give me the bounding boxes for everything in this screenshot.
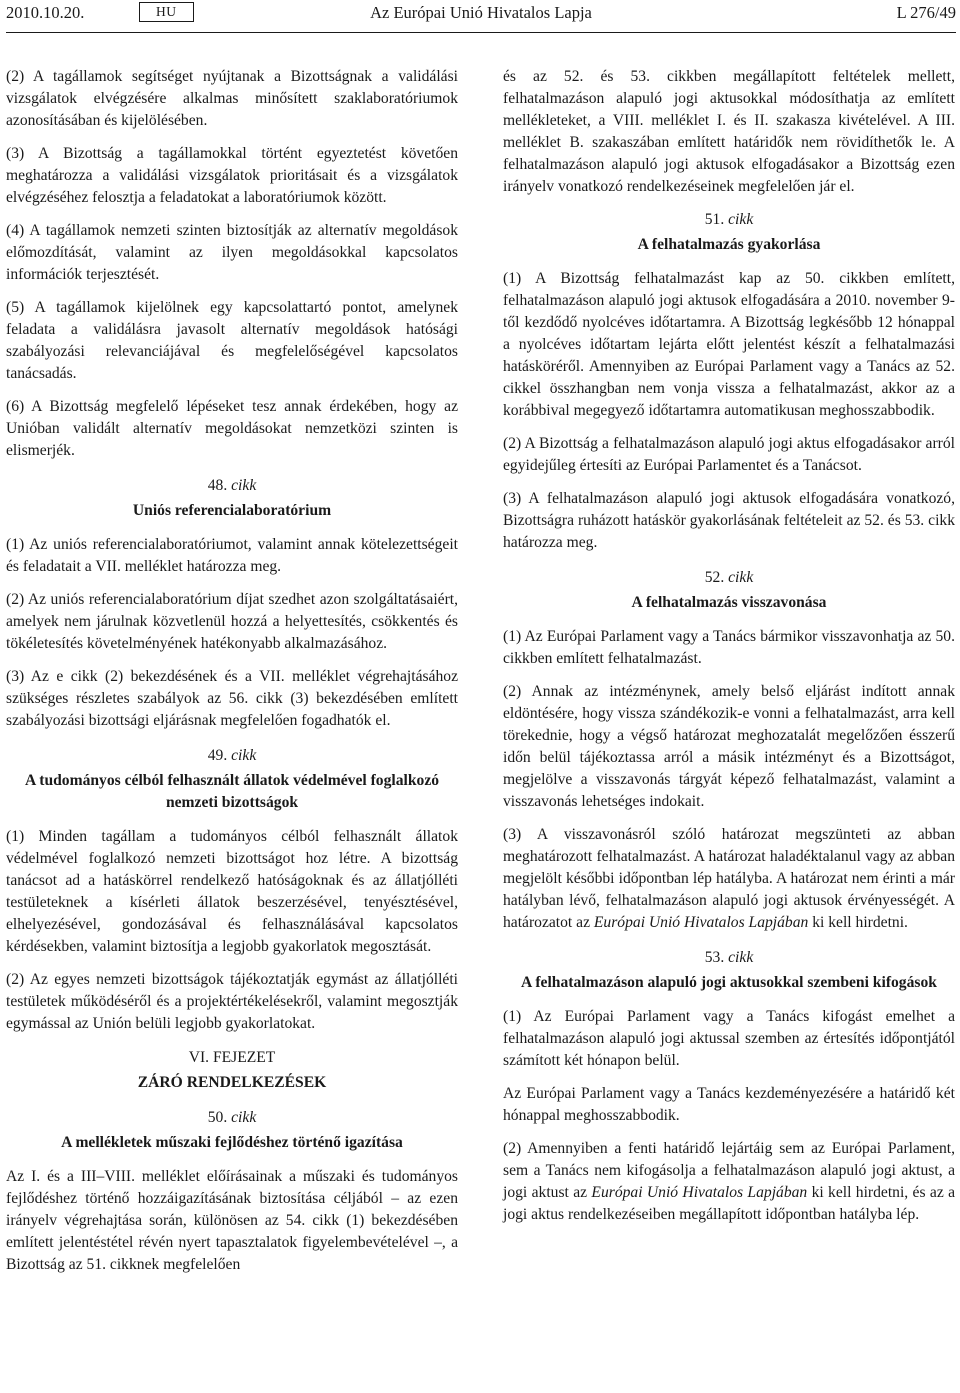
article-title: A mellékletek műszaki fejlődéshez történő igazítása [61,1134,403,1151]
chapter-title: ZÁRÓ RENDELKEZÉSEK [137,1074,327,1091]
paragraph: (1) A Bizottság felhatalmazást kap az 50. cikkben említett, felhatalmazáson alapuló jogi aktusok elfogadására a 2010. november 9-től kezdődő nyolcéves időtartamra. A Bizottság legkésőbb 12 hónappal a nyolcéves időtartam lejárta előtt jelentést készít a felhatalmazási hatásköréről. Amennyiben az Európai Parlament vagy a Tanács az 52. cikkel összhangban nem vonja vissza a felhatalmazást, akkor az a korábbival megegyező időtartamra automatikusan meghosszabbodik. [503,270,955,419]
paragraph: (1) Minden tagállam a tudományos célból felhasznált állatok védelmével foglalkozó nemzeti bizottságot hoz létre. A bizottság tanácsot ad a hatáskörrel rendelkező hatóságoknak és az állatjólléti testületeknek a kísérleti állatok beszerzésével, tenyésztésével, elhelyezésével, gondozásával és felhasználásával kapcsolatos kérdésekben, valamint biztosítja a legjobb gyakorlatok megosztását. [6,828,458,955]
paragraph: és az 52. és 53. cikkben megállapított feltételek mellett, felhatalmazáson alapuló jogi aktusokkal módosíthatja az említett mellékleteket, a VIII. melléklet I. és II. szakasza kivételével. A III. melléklet B. szakaszában említett határidők nem rövidíthetők le. A felhatalmazáson alapuló jogi aktusok elfogadásakor a Bizottság ezen irányelv vonatkozó rendelkezéseinek megfelelően jár el. [503,68,955,195]
paragraph: (2) Az egyes nemzeti bizottságok tájékoztatják egymást az állatjólléti testületek működéséről és a projektértékelésekről, valamint megosztják egymással az Unión belüli legjobb gyakorlatokat. [6,971,458,1032]
right-column [503,66,955,1237]
paragraph: (3) A visszavonásról szóló határozat megszünteti az abban meghatározott felhatalmazást. A határozat haladéktalanul vagy az abban megjelölt későbbi időpontban lép hatályba. A határozat nem érinti a már hatályban lévő, felhatalmazáson alapuló jogi aktusok érvényességét. A határozatot az Európai Unió Hivatalos Lapjában ki kell hirdetni. [503,826,955,931]
paragraph: (1) Az Európai Parlament vagy a Tanács kifogást emelhet a felhatalmazáson alapuló jogi aktussal szemben az értesítés időpontjától számított két hónapon belül. [503,1008,955,1069]
paragraph: (4) A tagállamok nemzeti szinten biztosítják az alternatív megoldások előmozdítását, valamint az ilyen megoldásokkal kapcsolatos információk terjesztését. [6,222,458,283]
left-column [6,66,458,1287]
paragraph: (2) Annak az intézménynek, amely belső eljárást indított annak eldöntésére, hogy vissza szándékozik-e vonni a felhatalmazást, arra kell törekednie, hogy a végső határozat meghozatalát megelőzően ésszerű időn belül tájékoztassa arról a másik intézményt és a Bizottságot, megjelölve a visszavonás tárgyát képező felhatalmazást, valamint a visszavonás lehetséges indokait. [503,683,955,810]
article-number: 49. cikk [207,747,257,764]
journal-reference: Európai Unió Hivatalos Lapjában [593,914,809,931]
paragraph: (1) Az Európai Parlament vagy a Tanács bármikor visszavonhatja az 50. cikkben említett felhatalmazást. [503,628,955,667]
paragraph: Az I. és a III–VIII. melléklet előírásainak a műszaki és tudományos fejlődéshez történő hozzáigazításának biztosítása céljából – az ezen irányelv végrehajtása során, különösen az 54. cikk (1) bekezdésében említett jelentéstétel révén nyert tapasztalatok figyelembevételével –, a Bizottság az 51. cikknek megfelelően [6,1168,458,1273]
paragraph: (3) A Bizottság a tagállamokkal történt egyeztetést követően meghatározza a validálási vizsgálatok prioritásait és a vizsgálatok elvégzéséhez felosztja a feladatokat a laboratóriumok között. [6,145,458,206]
paragraph: (2) Amennyiben a fenti határidő lejártáig sem az Európai Parlament, sem a Tanács nem kifogásolja a felhatalmazáson alapuló jogi aktust, a jogi aktust az Európai Unió Hivatalos Lapjában ki kell hirdetni, és az a jogi aktus rendelkezéseiben megállapított időpontban hatályba lép. [503,1140,956,1223]
article-title: A felhatalmazás gyakorlása [637,236,821,253]
journal-title: Az Európai Unió Hivatalos Lapja [370,3,592,22]
paragraph: (3) Az e cikk (2) bekezdésének és a VII. melléklet végrehajtásához szükséges részletes szabályok az 56. cikk (3) bekezdésében említett szabályozási bizottsági eljárásnak megfelelően fogadhatók el. [6,668,458,729]
article-number: 52. cikk [704,569,754,586]
paragraph: (1) Az uniós referencialaboratóriumot, valamint annak kötelezettségeit és feladatait a VII. melléklet határozza meg. [6,536,458,575]
paragraph: (2) A Bizottság a felhatalmazáson alapuló jogi aktus elfogadásakor arról egyidejűleg értesíti az Európai Parlamentet és a Tanácsot. [503,435,955,474]
article-number: 51. cikk [704,211,754,228]
page-number: L 276/49 [896,3,956,22]
publication-date: 2010.10.20. [6,3,85,22]
page-header [6,2,956,24]
paragraph: (2) A tagállamok segítséget nyújtanak a Bizottságnak a validálási vizsgálatok elvégzésére alkalmas minősített szaklaboratóriumok azonosításában és kijelölésében. [6,68,458,129]
article-title: A felhatalmazás visszavonása [631,594,827,611]
paragraph: Az Európai Parlament vagy a Tanács kezdeményezésére a határidő két hónappal meghosszabbodik. [503,1085,955,1124]
article-title: A tudományos célból felhasznált állatok védelmével foglalkozó nemzeti bizottságok [24,772,440,811]
article-title: Uniós referencialaboratórium [132,502,332,519]
language-badge: HU [139,2,194,22]
paragraph: (5) A tagállamok kijelölnek egy kapcsolattartó pontot, amelynek feladata a validálásra javasolt alternatív megoldások hatósági szabályozási relevanciájával és megfelelőségével kapcsolatos tanácsadás. [6,299,458,382]
article-title: A felhatalmazáson alapuló jogi aktusokkal szembeni kifogások [521,974,937,991]
paragraph: (3) A felhatalmazáson alapuló jogi aktusok elfogadására vonatkozó, Bizottságra ruházott hatáskör gyakorlásának feltételeit az 52. és 53. cikk határozza meg. [503,490,955,551]
paragraph: (6) A Bizottság megfelelő lépéseket tesz annak érdekében, hogy az Unióban validált alternatív megoldásokat nemzetközi szinten is elismerjék. [6,398,458,459]
header-divider [6,32,956,33]
paragraph: (2) Az uniós referencialaboratórium díjat szedhet azon szolgáltatásaiért, amelyek nem járulnak közvetlenül hozzá a helyettesítés, csökkentés és tökéletesítés követelményének hatékonyabb alkalmazásához. [6,591,458,652]
article-number: 53. cikk [704,949,754,966]
chapter-number: VI. FEJEZET [188,1049,276,1066]
article-number: 48. cikk [207,477,257,494]
journal-reference: Európai Unió Hivatalos Lapjában [591,1184,808,1201]
article-number: 50. cikk [207,1109,257,1126]
